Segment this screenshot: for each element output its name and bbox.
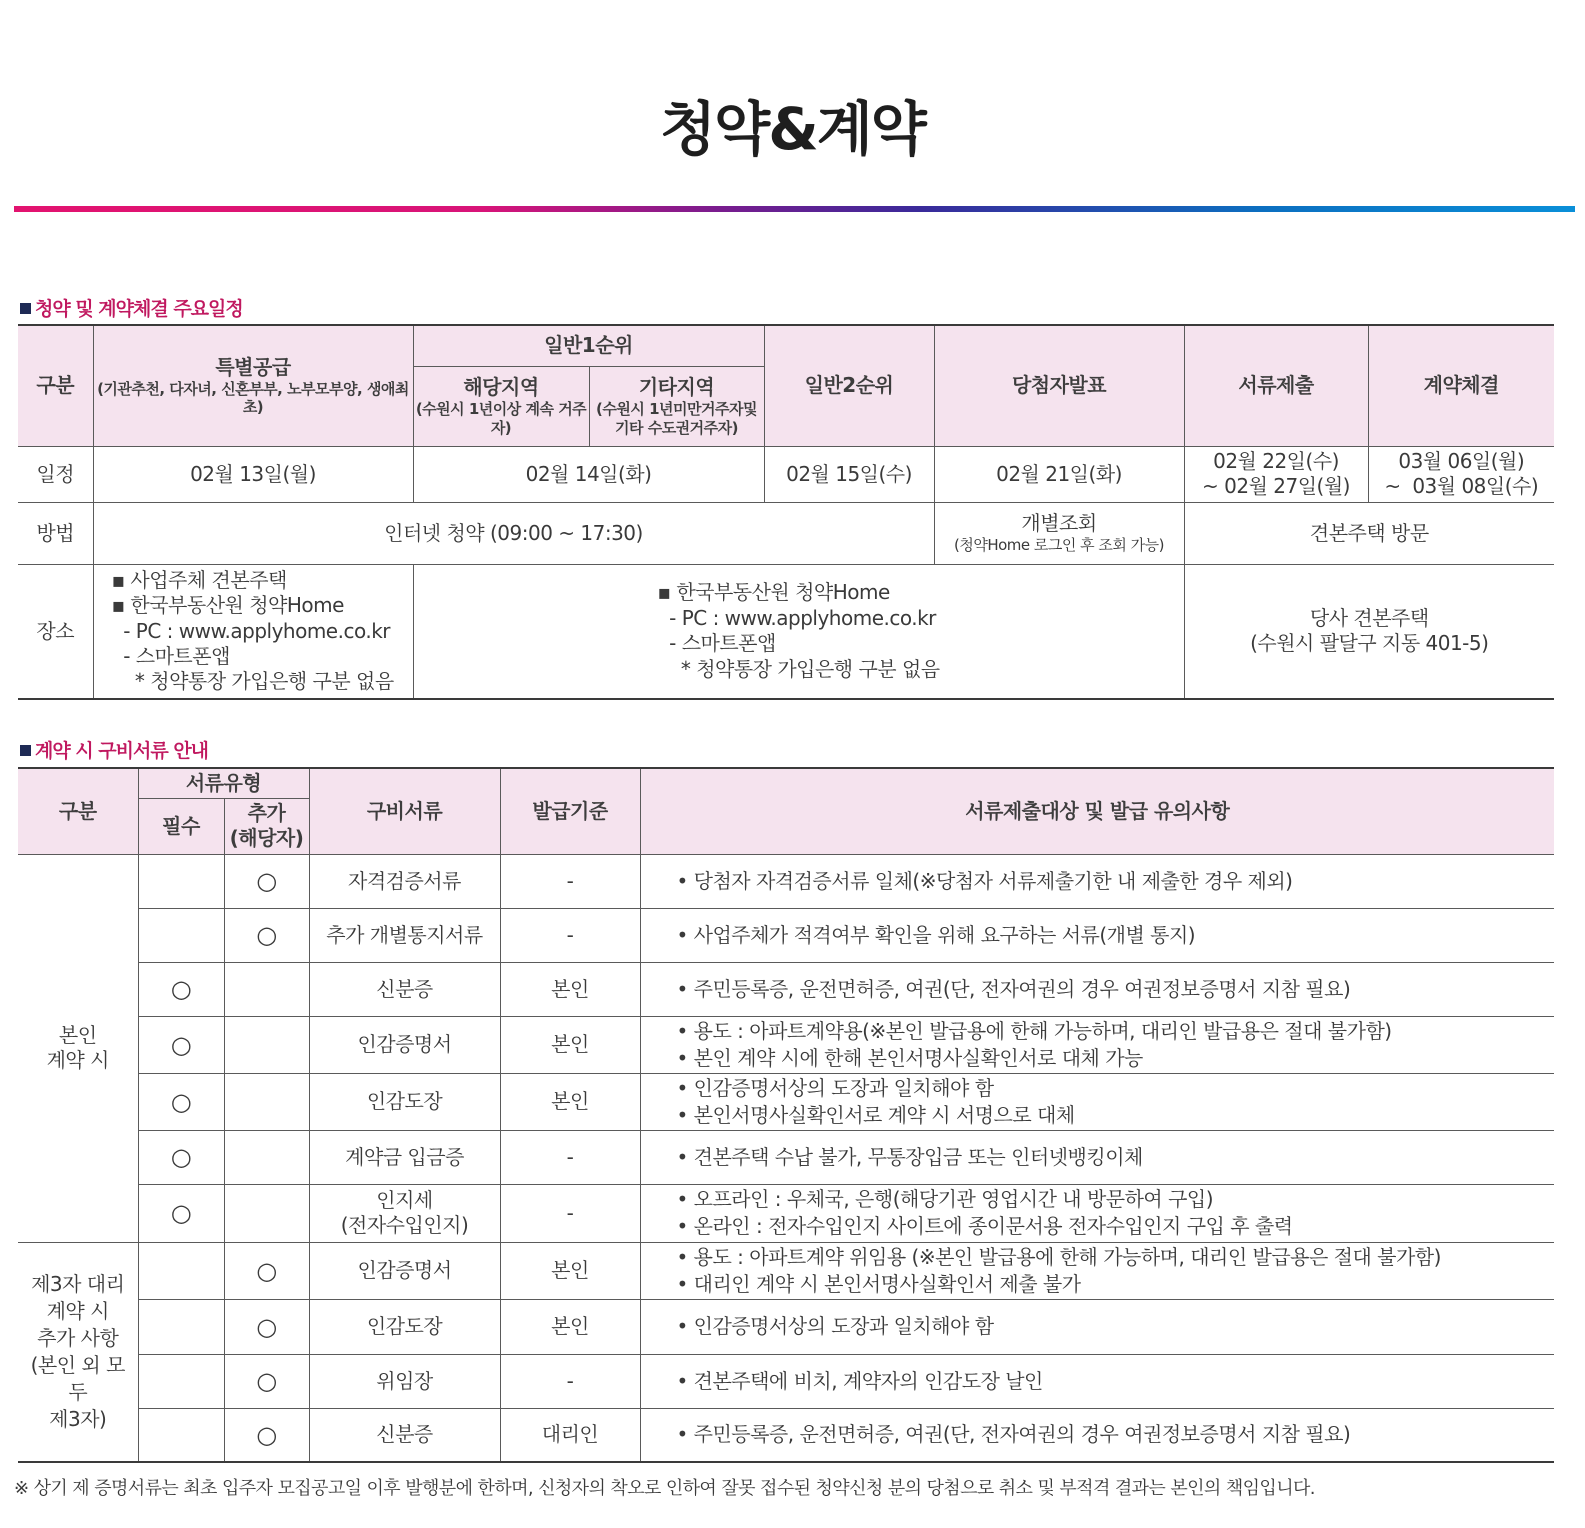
header-other: 기타지역 (수원시 1년미만거주자및 기타 수도권거주자) [589,366,764,446]
doc-notes: • 주민등록증, 운전면허증, 여권(단, 전자여권의 경우 여권정보증명서 지참 필요) [640,1408,1554,1462]
table-row [18,1408,1554,1462]
table-row [18,1184,1554,1242]
doc-name: 신분증 [309,1408,500,1462]
place-general: ▪ 한국부동산원 청약Home - PC : www.applyhome.co.kr - 스마트폰앱 * 청약통장 가입은행 구분 없음 [413,564,1184,699]
doc-notes: • 용도 : 아파트계약 위임용 (※본인 발급용에 한해 가능하며, 대리인 발급용은 절대 불가함) • 대리인 계약 시 본인서명사실확인서 제출 불가 [640,1242,1554,1299]
doc-notes: • 주민등록증, 운전면허증, 여권(단, 전자여권의 경우 여권정보증명서 지참 필요) [640,962,1554,1016]
footnote: ※ 상기 제 증명서류는 최초 입주자 모집공고일 이후 발행분에 한하며, 신청자의 착오로 인하여 잘못 접수된 청약신청 분의 당첨으로 취소 및 부적격 결과는 본인의 책임입니다. [14,1478,1315,1499]
date-contract: 03월 06일(월) ~ 03월 08일(수) [1368,446,1554,502]
doc-basis: - [500,1184,640,1242]
doc-header-notes: 서류제출대상 및 발급 유의사항 [640,768,1554,854]
date-special: 02월 13일(월) [93,446,413,502]
table-row [18,1242,1554,1299]
table-row [18,962,1554,1016]
circle-icon: ○ [138,1016,224,1073]
circle-icon: ○ [138,1073,224,1130]
circle-icon: ○ [138,1184,224,1242]
documents-table [18,767,1554,1463]
required-cell [138,1242,224,1299]
doc-notes: • 인감증명서상의 도장과 일치해야 함 • 본인서명사실확인서로 계약 시 서명으로 대체 [640,1073,1554,1130]
doc-basis: - [500,1354,640,1408]
method-visit: 견본주택 방문 [1184,502,1554,564]
extra-cell [224,1130,309,1184]
doc-basis: - [500,1130,640,1184]
doc-basis: 본인 [500,1242,640,1299]
doc-header-basis: 발급기준 [500,768,640,854]
date-winner: 02월 21일(화) [934,446,1184,502]
date-general2: 02월 15일(수) [764,446,934,502]
group-proxy-contract: 제3자 대리 계약 시 추가 사항 (본인 외 모 두 제3자) [18,1242,138,1462]
doc-basis: 대리인 [500,1408,640,1462]
table-row [18,908,1554,962]
doc-name: 인감도장 [309,1299,500,1354]
table-row [18,1130,1554,1184]
circle-icon: ○ [224,908,309,962]
table-row [18,1299,1554,1354]
header-winner: 당첨자발표 [934,325,1184,446]
doc-header-extra: 추가 (해당자) [224,798,309,854]
square-bullet-icon [20,303,31,314]
extra-cell [224,962,309,1016]
doc-name: 신분증 [309,962,500,1016]
doc-name: 인감증명서 [309,1016,500,1073]
header-contract: 계약체결 [1368,325,1554,446]
table-row [18,854,1554,908]
doc-name: 추가 개별통지서류 [309,908,500,962]
doc-basis: - [500,854,640,908]
doc-notes: • 견본주택 수납 불가, 무통장입금 또는 인터넷뱅킹이체 [640,1130,1554,1184]
header-general2: 일반2순위 [764,325,934,446]
header-local: 해당지역 (수원시 1년이상 계속 거주자) [413,366,589,446]
doc-basis: 본인 [500,1299,640,1354]
place-special: ▪ 사업주체 견본주택 ▪ 한국부동산원 청약Home - PC : www.applyhome.co.kr - 스마트폰앱 * 청약통장 가입은행 구분 없음 [93,564,413,699]
table-row [18,1354,1554,1408]
doc-header-required: 필수 [138,798,224,854]
method-internet: 인터넷 청약 (09:00 ~ 17:30) [93,502,934,564]
table-row [18,1016,1554,1073]
required-cell [138,1408,224,1462]
schedule-table [18,324,1554,700]
doc-header-gubun: 구분 [18,768,138,854]
method-winner: 개별조회 (청약Home 로그인 후 조회 가능) [934,502,1184,564]
circle-icon: ○ [224,1299,309,1354]
doc-name: 자격검증서류 [309,854,500,908]
row-label-place: 장소 [18,564,93,699]
required-cell [138,854,224,908]
circle-icon: ○ [224,854,309,908]
doc-name: 위임장 [309,1354,500,1408]
circle-icon: ○ [138,962,224,1016]
date-docs: 02월 22일(수) ~ 02월 27일(월) [1184,446,1368,502]
date-general1: 02월 14일(화) [413,446,764,502]
circle-icon: ○ [224,1242,309,1299]
title-divider [14,206,1575,212]
doc-header-doc: 구비서류 [309,768,500,854]
documents-section-title: 계약 시 구비서류 안내 [20,736,208,763]
header-special: 특별공급 (기관추천, 다자녀, 신혼부부, 노부모부양, 생애최초) [93,325,413,446]
place-contract: 당사 견본주택 (수원시 팔달구 지동 401-5) [1184,564,1554,699]
required-cell [138,1299,224,1354]
table-row [18,1073,1554,1130]
doc-notes: • 오프라인 : 우체국, 은행(해당기관 영업시간 내 방문하여 구입) • 온라인 : 전자수입인지 사이트에 종이문서용 전자수입인지 구입 후 출력 [640,1184,1554,1242]
extra-cell [224,1184,309,1242]
doc-name: 계약금 입금증 [309,1130,500,1184]
header-docs: 서류제출 [1184,325,1368,446]
doc-notes: • 용도 : 아파트계약용(※본인 발급용에 한해 가능하며, 대리인 발급용은 절대 불가함) • 본인 계약 시에 한해 본인서명사실확인서로 대체 가능 [640,1016,1554,1073]
page-title: 청약&계약 [660,95,925,163]
doc-name: 인감증명서 [309,1242,500,1299]
header-general1: 일반1순위 [413,325,764,366]
group-self-contract: 본인 계약 시 [18,854,138,1242]
required-cell [138,908,224,962]
schedule-section-title: 청약 및 계약체결 주요일정 [20,294,243,321]
doc-name: 인지세 (전자수입인지) [309,1184,500,1242]
doc-notes: • 당첨자 자격검증서류 일체(※당첨자 서류제출기한 내 제출한 경우 제외) [640,854,1554,908]
extra-cell [224,1073,309,1130]
doc-basis: 본인 [500,1016,640,1073]
header-gubun: 구분 [18,325,93,446]
doc-notes: • 견본주택에 비치, 계약자의 인감도장 날인 [640,1354,1554,1408]
doc-basis: 본인 [500,1073,640,1130]
doc-name: 인감도장 [309,1073,500,1130]
row-label-date: 일정 [18,446,93,502]
doc-notes: • 인감증명서상의 도장과 일치해야 함 [640,1299,1554,1354]
required-cell [138,1354,224,1408]
square-bullet-icon [20,745,31,756]
circle-icon: ○ [224,1354,309,1408]
doc-notes: • 사업주체가 적격여부 확인을 위해 요구하는 서류(개별 통지) [640,908,1554,962]
doc-header-type: 서류유형 [138,768,309,798]
extra-cell [224,1016,309,1073]
circle-icon: ○ [224,1408,309,1462]
doc-basis: 본인 [500,962,640,1016]
circle-icon: ○ [138,1130,224,1184]
row-label-method: 방법 [18,502,93,564]
doc-basis: - [500,908,640,962]
